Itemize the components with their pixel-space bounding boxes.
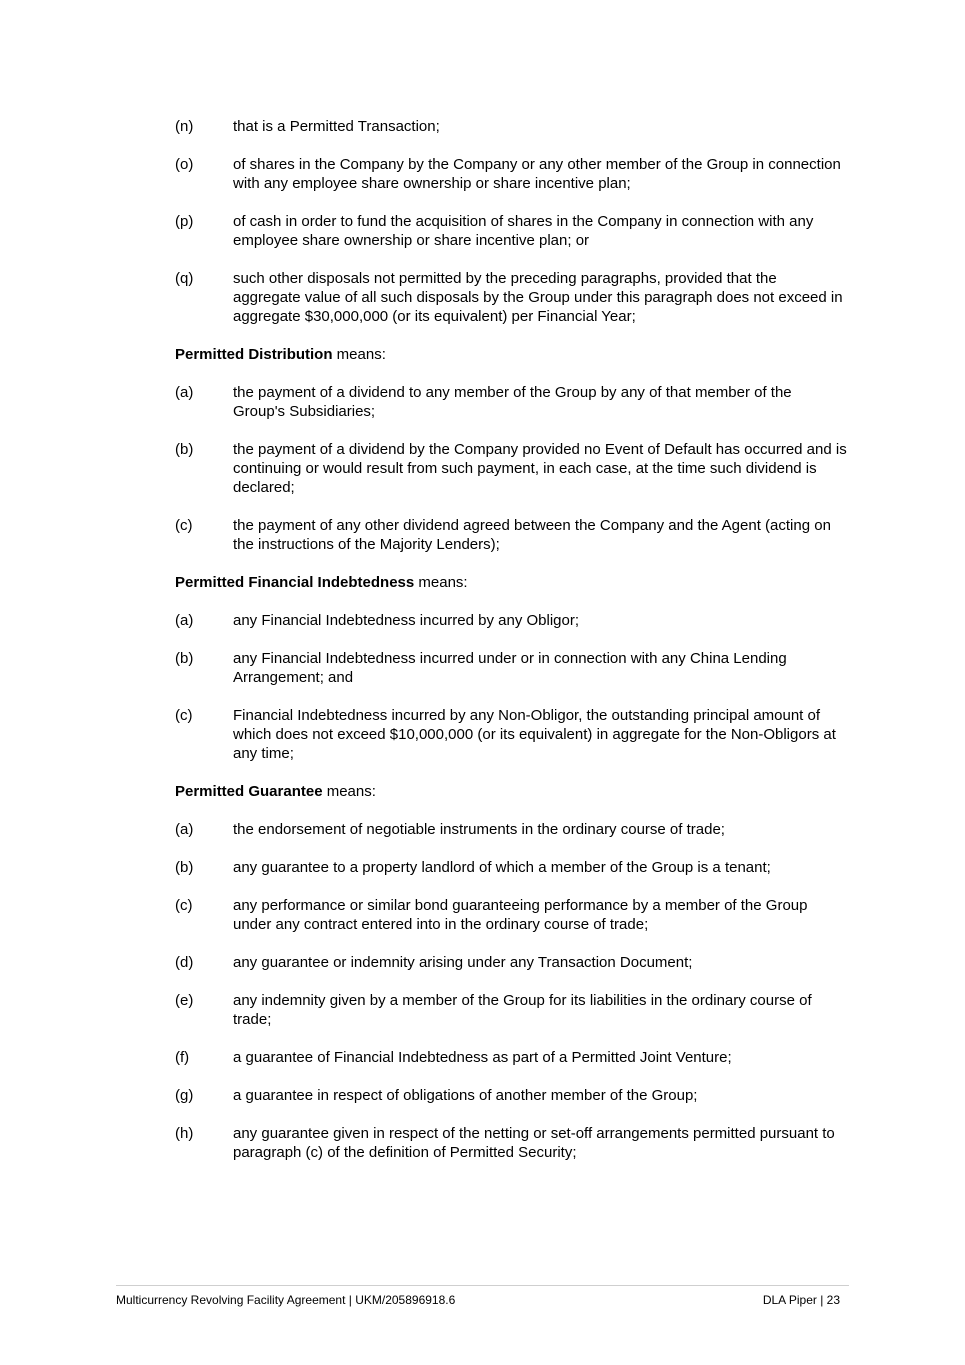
item-label: (a) bbox=[175, 384, 194, 401]
item-text: of shares in the Company by the Company or any other member of the Group in connection with any employee share ownership or share incentive plan; bbox=[233, 156, 841, 192]
item-text: the payment of any other dividend agreed between the Company and the Agent (acting on the instructions of the Majority Lenders); bbox=[233, 517, 831, 553]
page-footer bbox=[116, 1292, 840, 1308]
item-text: the endorsement of negotiable instruments in the ordinary course of trade; bbox=[233, 821, 725, 838]
list-item bbox=[175, 516, 847, 554]
list-item bbox=[175, 858, 847, 877]
item-text: any indemnity given by a member of the Group for its liabilities in the ordinary course of trade; bbox=[233, 992, 812, 1028]
list-item bbox=[175, 649, 847, 687]
footer-divider bbox=[116, 1285, 849, 1286]
list-item bbox=[175, 820, 847, 839]
item-text: of cash in order to fund the acquisition of shares in the Company in connection with any employee share ownership or share incentive plan; or bbox=[233, 213, 814, 249]
item-label: (d) bbox=[175, 954, 194, 971]
item-text: any Financial Indebtedness incurred under or in connection with any China Lending Arrangement; and bbox=[233, 650, 787, 686]
item-label: (f) bbox=[175, 1049, 190, 1066]
list-item bbox=[175, 1124, 847, 1162]
item-text: any performance or similar bond guaranteeing performance by a member of the Group under any contract entered into in the ordinary course of trade; bbox=[233, 897, 808, 933]
item-label: (b) bbox=[175, 650, 194, 667]
list-item bbox=[175, 611, 847, 630]
means-text: means: bbox=[332, 346, 386, 363]
item-label: (o) bbox=[175, 156, 194, 173]
item-label: (c) bbox=[175, 517, 193, 534]
item-text: such other disposals not permitted by the preceding paragraphs, provided that the aggregate value of all such disposals by the Group under this paragraph does not exceed in aggregate $30,000,000 (or its equivalent) per Financial Year; bbox=[233, 270, 843, 325]
list-item bbox=[175, 706, 847, 763]
item-label: (b) bbox=[175, 859, 194, 876]
item-label: (b) bbox=[175, 441, 194, 458]
item-text: any Financial Indebtedness incurred by any Obligor; bbox=[233, 612, 580, 629]
item-text: that is a Permitted Transaction; bbox=[233, 118, 440, 135]
definition-heading bbox=[175, 345, 847, 364]
item-text: the payment of a dividend to any member of the Group by any of that member of the Group's Subsidiaries; bbox=[233, 384, 792, 420]
defined-term: Permitted Distribution bbox=[175, 346, 333, 363]
item-text: any guarantee to a property landlord of which a member of the Group is a tenant; bbox=[233, 859, 771, 876]
item-text: the payment of a dividend by the Company provided no Event of Default has occurred and is continuing or would result from such payment, in each case, at the time such dividend is declared; bbox=[233, 441, 847, 496]
means-text: means: bbox=[414, 574, 468, 591]
item-label: (n) bbox=[175, 118, 194, 135]
list-item bbox=[175, 117, 847, 136]
list-item bbox=[175, 953, 847, 972]
list-item bbox=[175, 269, 847, 326]
definition-heading bbox=[175, 573, 847, 592]
item-text: a guarantee in respect of obligations of another member of the Group; bbox=[233, 1087, 698, 1104]
means-text: means: bbox=[322, 783, 376, 800]
list-item bbox=[175, 1048, 847, 1067]
item-label: (a) bbox=[175, 821, 194, 838]
list-item bbox=[175, 383, 847, 421]
list-item bbox=[175, 991, 847, 1029]
defined-term: Permitted Financial Indebtedness bbox=[175, 574, 415, 591]
item-text: a guarantee of Financial Indebtedness as part of a Permitted Joint Venture; bbox=[233, 1049, 732, 1066]
item-label: (p) bbox=[175, 213, 194, 230]
item-label: (e) bbox=[175, 992, 194, 1009]
item-label: (g) bbox=[175, 1087, 194, 1104]
item-label: (c) bbox=[175, 707, 193, 724]
document-body bbox=[175, 117, 847, 1181]
footer-page-number: DLA Piper | 23 bbox=[762, 1293, 840, 1307]
list-item bbox=[175, 155, 847, 193]
definition-heading bbox=[175, 782, 847, 801]
defined-term: Permitted Guarantee bbox=[175, 783, 323, 800]
item-text: Financial Indebtedness incurred by any Non-Obligor, the outstanding principal amount of which does not exceed $10,000,000 (or its equivalent) in aggregate for the Non-Obligors at any time; bbox=[233, 707, 836, 762]
item-text: any guarantee or indemnity arising under any Transaction Document; bbox=[233, 954, 693, 971]
list-item bbox=[175, 1086, 847, 1105]
item-label: (c) bbox=[175, 897, 193, 914]
item-text: any guarantee given in respect of the netting or set-off arrangements permitted pursuant to paragraph (c) of the definition of Permitted Security; bbox=[233, 1125, 835, 1161]
item-label: (a) bbox=[175, 612, 194, 629]
list-item bbox=[175, 896, 847, 934]
footer-document-reference: Multicurrency Revolving Facility Agreement | UKM/205896918.6 bbox=[116, 1293, 456, 1307]
list-item bbox=[175, 212, 847, 250]
item-label: (h) bbox=[175, 1125, 194, 1142]
list-item bbox=[175, 440, 847, 497]
item-label: (q) bbox=[175, 270, 194, 287]
